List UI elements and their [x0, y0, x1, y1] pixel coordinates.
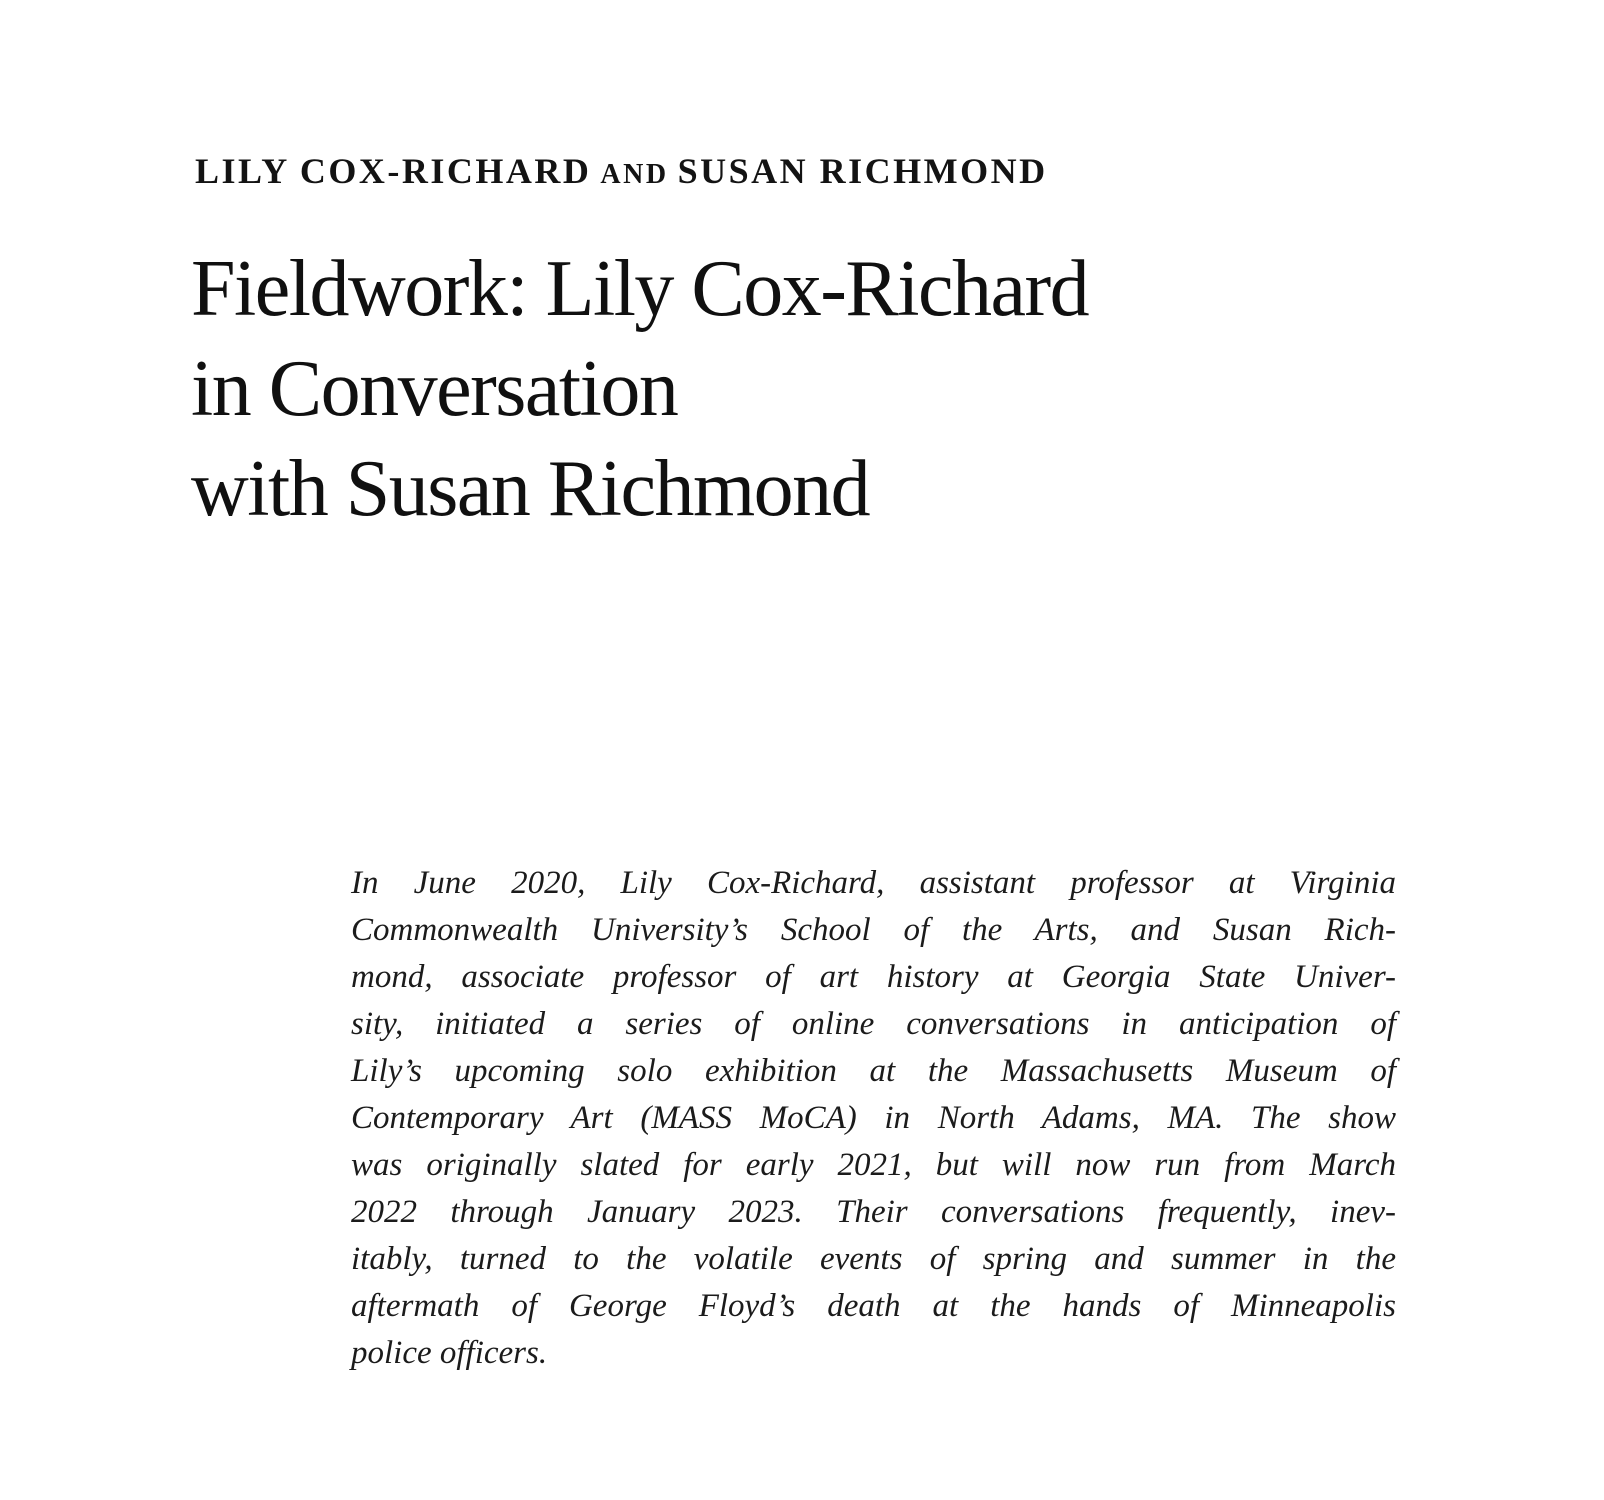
byline-connector: AND	[600, 159, 669, 190]
article-title-line-1: Fieldwork: Lily Cox-Richard	[191, 245, 1089, 333]
byline-author-2: SUSAN RICHMOND	[677, 151, 1048, 191]
intro-line: mond, associate professor of art history at Georgia State Univer-	[351, 959, 1396, 995]
intro-line: was originally slated for early 2021, but will now run from March	[351, 1147, 1396, 1183]
byline-author-1: LILY COX-RICHARD	[195, 151, 592, 191]
intro-line: police officers.	[351, 1335, 548, 1371]
intro-line: aftermath of George Floyd’s death at the hands of Minneapolis	[351, 1288, 1396, 1324]
intro-line: 2022 through January 2023. Their conversations frequently, inev-	[351, 1194, 1396, 1230]
intro-line: Lily’s upcoming solo exhibition at the Massachusetts Museum of	[351, 1053, 1396, 1089]
intro-line: itably, turned to the volatile events of spring and summer in the	[351, 1241, 1396, 1277]
intro-line: In June 2020, Lily Cox-Richard, assistant professor at Virginia	[351, 865, 1396, 901]
byline	[195, 150, 1048, 192]
article-title	[191, 239, 1088, 539]
intro-line: sity, initiated a series of online conversations in anticipation of	[351, 1006, 1396, 1042]
article-title-line-3: with Susan Richmond	[191, 445, 870, 533]
intro-line: Commonwealth University’s School of the Arts, and Susan Rich-	[351, 912, 1396, 948]
intro-line: Contemporary Art (MASS MoCA) in North Adams, MA. The show	[351, 1100, 1396, 1136]
intro-paragraph	[351, 860, 1396, 1377]
article-title-line-2: in Conversation	[191, 345, 678, 433]
